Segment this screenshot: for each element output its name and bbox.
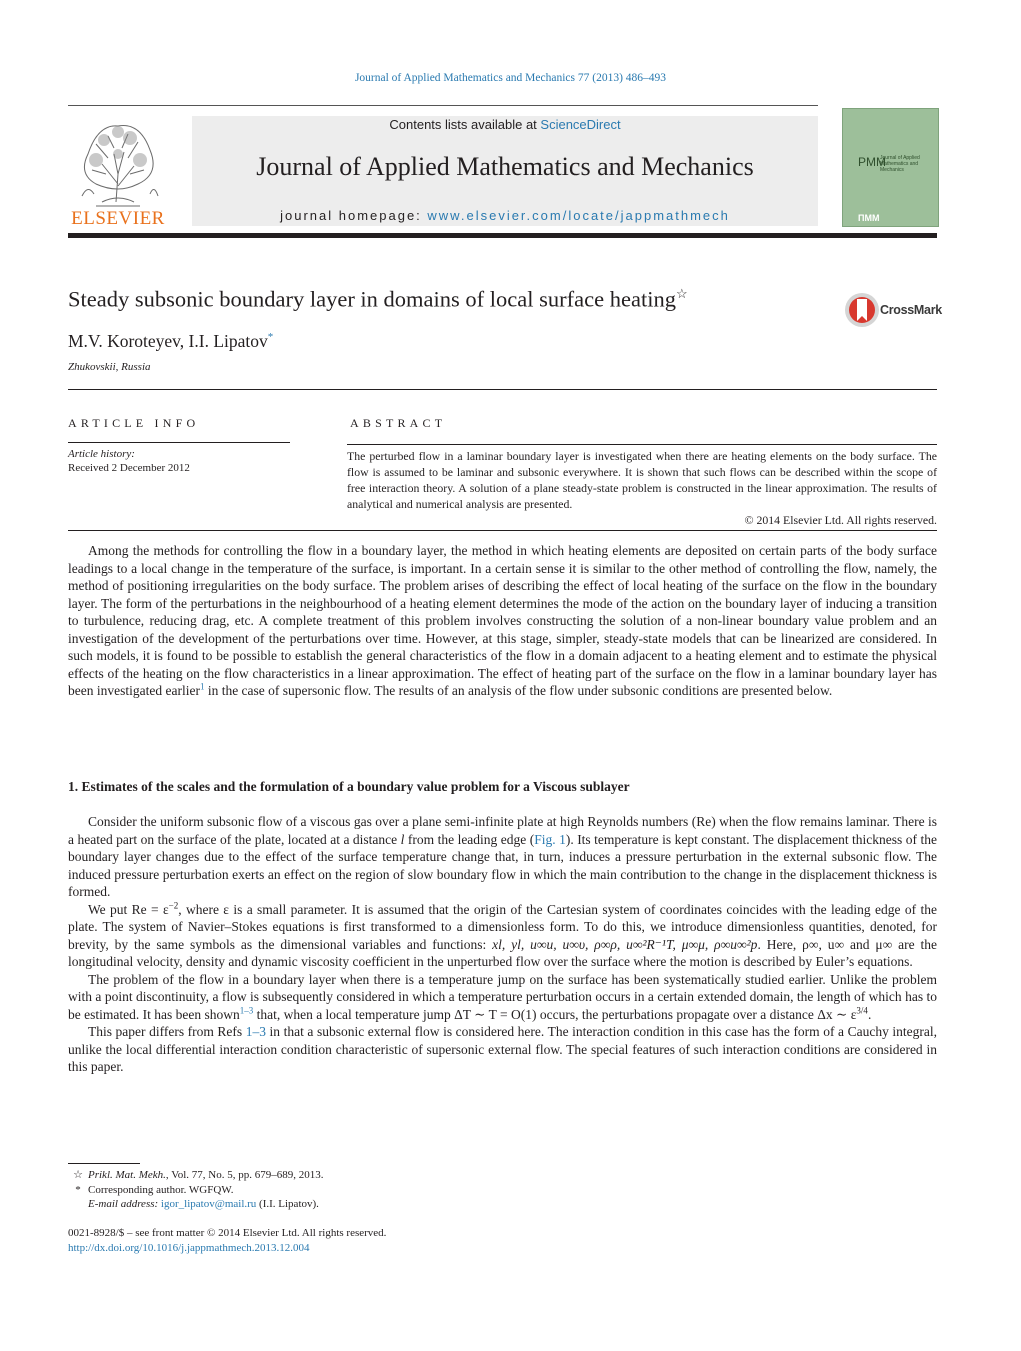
section-paragraph bbox=[68, 971, 937, 1024]
section-1-heading: 1. Estimates of the scales and the formulation of a boundary value problem for a Viscous sublayer bbox=[68, 779, 630, 794]
crossmark-label[interactable]: CrossMark bbox=[880, 303, 942, 317]
abstract-rule bbox=[347, 444, 937, 445]
abstract-body bbox=[347, 448, 937, 528]
ref-link[interactable]: 1–3 bbox=[239, 1005, 254, 1015]
section-1-body bbox=[68, 813, 937, 1076]
s1p3-text-b: that, when a local temperature jump ΔT ∼ T = O(1) occurs, the perturbations propagate over a distance Δx ∼ ε bbox=[253, 1006, 857, 1022]
homepage-prefix: journal homepage: bbox=[280, 208, 428, 223]
article-info-rule bbox=[68, 442, 290, 443]
abstract-copyright: © 2014 Elsevier Ltd. All rights reserved. bbox=[744, 513, 937, 527]
header-thick-rule bbox=[68, 233, 937, 238]
authors-text: M.V. Koroteyev, I.I. Lipatov bbox=[68, 331, 268, 351]
article-title bbox=[68, 286, 688, 313]
email-owner: (I.I. Lipatov). bbox=[256, 1198, 319, 1210]
sciencedirect-link[interactable]: ScienceDirect bbox=[540, 117, 621, 132]
footnote-star-mark: ☆ bbox=[73, 1169, 83, 1181]
article-title-text: Steady subsonic boundary layer in domains of local surface heating bbox=[68, 286, 676, 312]
s1p1-var-l: l bbox=[400, 831, 405, 847]
cover-text: Journal of Applied Mathematics and Mechanics bbox=[880, 155, 920, 173]
section-paragraph bbox=[68, 1023, 937, 1076]
s1p3-exp: 3/4 bbox=[856, 1005, 868, 1015]
s1p4-text-b: in that a subsonic external flow is considered here. The interaction condition in this case has the form of a Cauchy integral, unlike the local differential interaction condition characteristic of supersonic external flow. The special features of such interaction conditions are considered in this paper. bbox=[68, 1024, 937, 1074]
journal-title: Journal of Applied Mathematics and Mechanics bbox=[256, 152, 754, 181]
footnote-journal: Prikl. Mat. Mekh. bbox=[88, 1169, 166, 1181]
top-rule bbox=[68, 105, 818, 106]
footnote-star-text: , Vol. 77, No. 5, pp. 679–689, 2013. bbox=[165, 1169, 324, 1181]
s1p1-text-c: ). Its temperature is kept constant. The displacement thickness of the boundary layer changes due to the effect of the surface temperature change that, in turn, induces a pressure perturbation in the external subsonic flow. The induced pressure perturbation exerts an effect on the region of slow boundary flow in which the main contribution to the change in the displacement thickness is formed. bbox=[68, 831, 937, 899]
footnote-corr-text: Corresponding author. WGFQW. bbox=[88, 1183, 234, 1196]
homepage-line bbox=[192, 208, 818, 223]
s1p4-text-a: This paper differs from Refs bbox=[88, 1024, 246, 1039]
s1p2-exp: −2 bbox=[168, 900, 179, 910]
history-label: Article history: bbox=[68, 448, 135, 460]
figure-link[interactable]: Fig. 1 bbox=[534, 831, 566, 847]
elsevier-logo-text: ELSEVIER bbox=[71, 208, 165, 229]
footnote-rule bbox=[68, 1163, 140, 1164]
s1p2-text-b: , where ε is a small parameter. It is assumed that the origin of the Cartesian system of coordinates coincides with the leading edge of the plate. The system of Navier–Stokes equations is first transformed to a dimensionless form. To do this, we introduce dimensionless quantities, denoted, for brevity, by the same symbols as the dimensional variables and functions: bbox=[68, 901, 937, 952]
footnote-email bbox=[68, 1197, 323, 1212]
affiliation: Zhukovskii, Russia bbox=[68, 361, 151, 373]
s1p3-text-a: The problem of the flow in a boundary layer when there is a temperature jump on the surface has been systematically studied earlier. Unlike the problem with a point discontinuity, a flow is subsequently considered in which a temperature perturbation occurs in a certain extended domain, the length of which has to be estimated. It has been shown bbox=[68, 971, 937, 1022]
section-paragraph bbox=[68, 901, 937, 971]
intro-paragraph bbox=[68, 542, 937, 700]
contents-prefix: Contents lists available at bbox=[389, 117, 541, 132]
intro-text-a: Among the methods for controlling the flow in a boundary layer, the method in which heating elements are deposited on certain parts of the body surface leadings to a local change in the temperature of the surface, is important. In a certain sense it is similar to the other method of controlling the flow, namely, the method of positioning irregularities on the body surface. The problem arises of describing the effect of local heating of the surface on the flow in the boundary layer. The form of the perturbations in the neighbourhood of a heating element determines the mode of the action on the boundary layer of inducing a transition to turbulence, reducing drag, etc. A complete treatment of this problem involves constructing the solution of a non-linear boundary value problem and an investigation of the development of the perturbations over time. However, at this stage, simpler, steady-state models that can be linearized are considered. In such models, it is found to be possible to establish the general characteristics of the flow in a domain adjacent to a heating element and to estimate the physical effects of the heating on the flow characteristics in a linear approximation. The effect of heating part of the surface on the flow in a laminar boundary layer has been investigated earlier bbox=[68, 543, 937, 698]
intro-text-b: in the case of supersonic flow. The results of an analysis of the flow under subsonic conditions are presented below. bbox=[204, 683, 833, 698]
article-info-heading: ARTICLE INFO bbox=[68, 416, 200, 430]
homepage-link[interactable]: www.elsevier.com/locate/jappmathmech bbox=[427, 208, 730, 223]
section-paragraph bbox=[68, 813, 937, 901]
footnote-corresponding bbox=[68, 1183, 323, 1198]
s1p2-vars: xl, yl, u∞u, u∞υ, ρ∞ρ, u∞²R⁻¹T, μ∞μ, ρ∞u∞²p bbox=[492, 936, 758, 952]
journal-reference[interactable]: Journal of Applied Mathematics and Mechanics 77 (2013) 486–493 bbox=[354, 72, 667, 84]
abstract-text: The perturbed flow in a laminar boundary layer is investigated when there are heating elements on the body surface. The flow is assumed to be laminar and subsonic everywhere. It is shown that such flows can be described within the scope of free interaction theory. A solution of a plane steady-state problem is constructed in the linear approximation. The results of analytical and numerical analysis are presented. bbox=[347, 449, 937, 511]
s1p3-text-c: . bbox=[867, 1006, 872, 1022]
footnote-corr-mark: * bbox=[75, 1183, 81, 1196]
author-footnote-mark[interactable]: * bbox=[267, 331, 274, 344]
authors bbox=[68, 331, 273, 352]
received-date: Received 2 December 2012 bbox=[68, 462, 190, 474]
footnotes bbox=[68, 1168, 323, 1212]
s1p1-text-a: Consider the uniform subsonic flow of a viscous gas over a plane semi-infinite plate at high Reynolds numbers (Re) when the flow remains laminar. There is a heated part on the surface of the plate, located at a distance bbox=[68, 814, 937, 847]
s1p2-text-c: . Here, ρ∞, u∞ and μ∞ are the longitudinal velocity, density and dynamic viscosity coefficient in the unperturbed flow over the surface where the motion is described by Euler’s equations. bbox=[68, 936, 938, 969]
cover-logo: PMM bbox=[858, 155, 886, 169]
ref-link[interactable]: 1–3 bbox=[245, 1024, 266, 1039]
introduction bbox=[68, 542, 937, 700]
s1p1-text-b: from the leading edge ( bbox=[404, 831, 535, 847]
ref-link[interactable]: 1 bbox=[199, 681, 205, 692]
email-label: E-mail address: bbox=[88, 1198, 159, 1210]
divider-rule bbox=[68, 389, 937, 390]
contents-line bbox=[192, 117, 818, 132]
doi-link[interactable]: http://dx.doi.org/10.1016/j.jappmathmech.2013.12.004 bbox=[68, 1242, 310, 1254]
issn-line: 0021-8928/$ – see front matter © 2014 Elsevier Ltd. All rights reserved. bbox=[68, 1227, 387, 1239]
issn-block bbox=[68, 1226, 386, 1256]
cover-bottom-label: ПММ bbox=[858, 213, 880, 223]
email-link[interactable]: igor_lipatov@mail.ru bbox=[160, 1198, 257, 1210]
divider-rule-2 bbox=[68, 530, 937, 531]
abstract-heading: ABSTRACT bbox=[350, 416, 447, 430]
footnote-star bbox=[68, 1168, 323, 1183]
s1p2-text-a: We put Re = ε bbox=[88, 901, 169, 917]
title-footnote-mark[interactable]: ☆ bbox=[675, 286, 688, 301]
